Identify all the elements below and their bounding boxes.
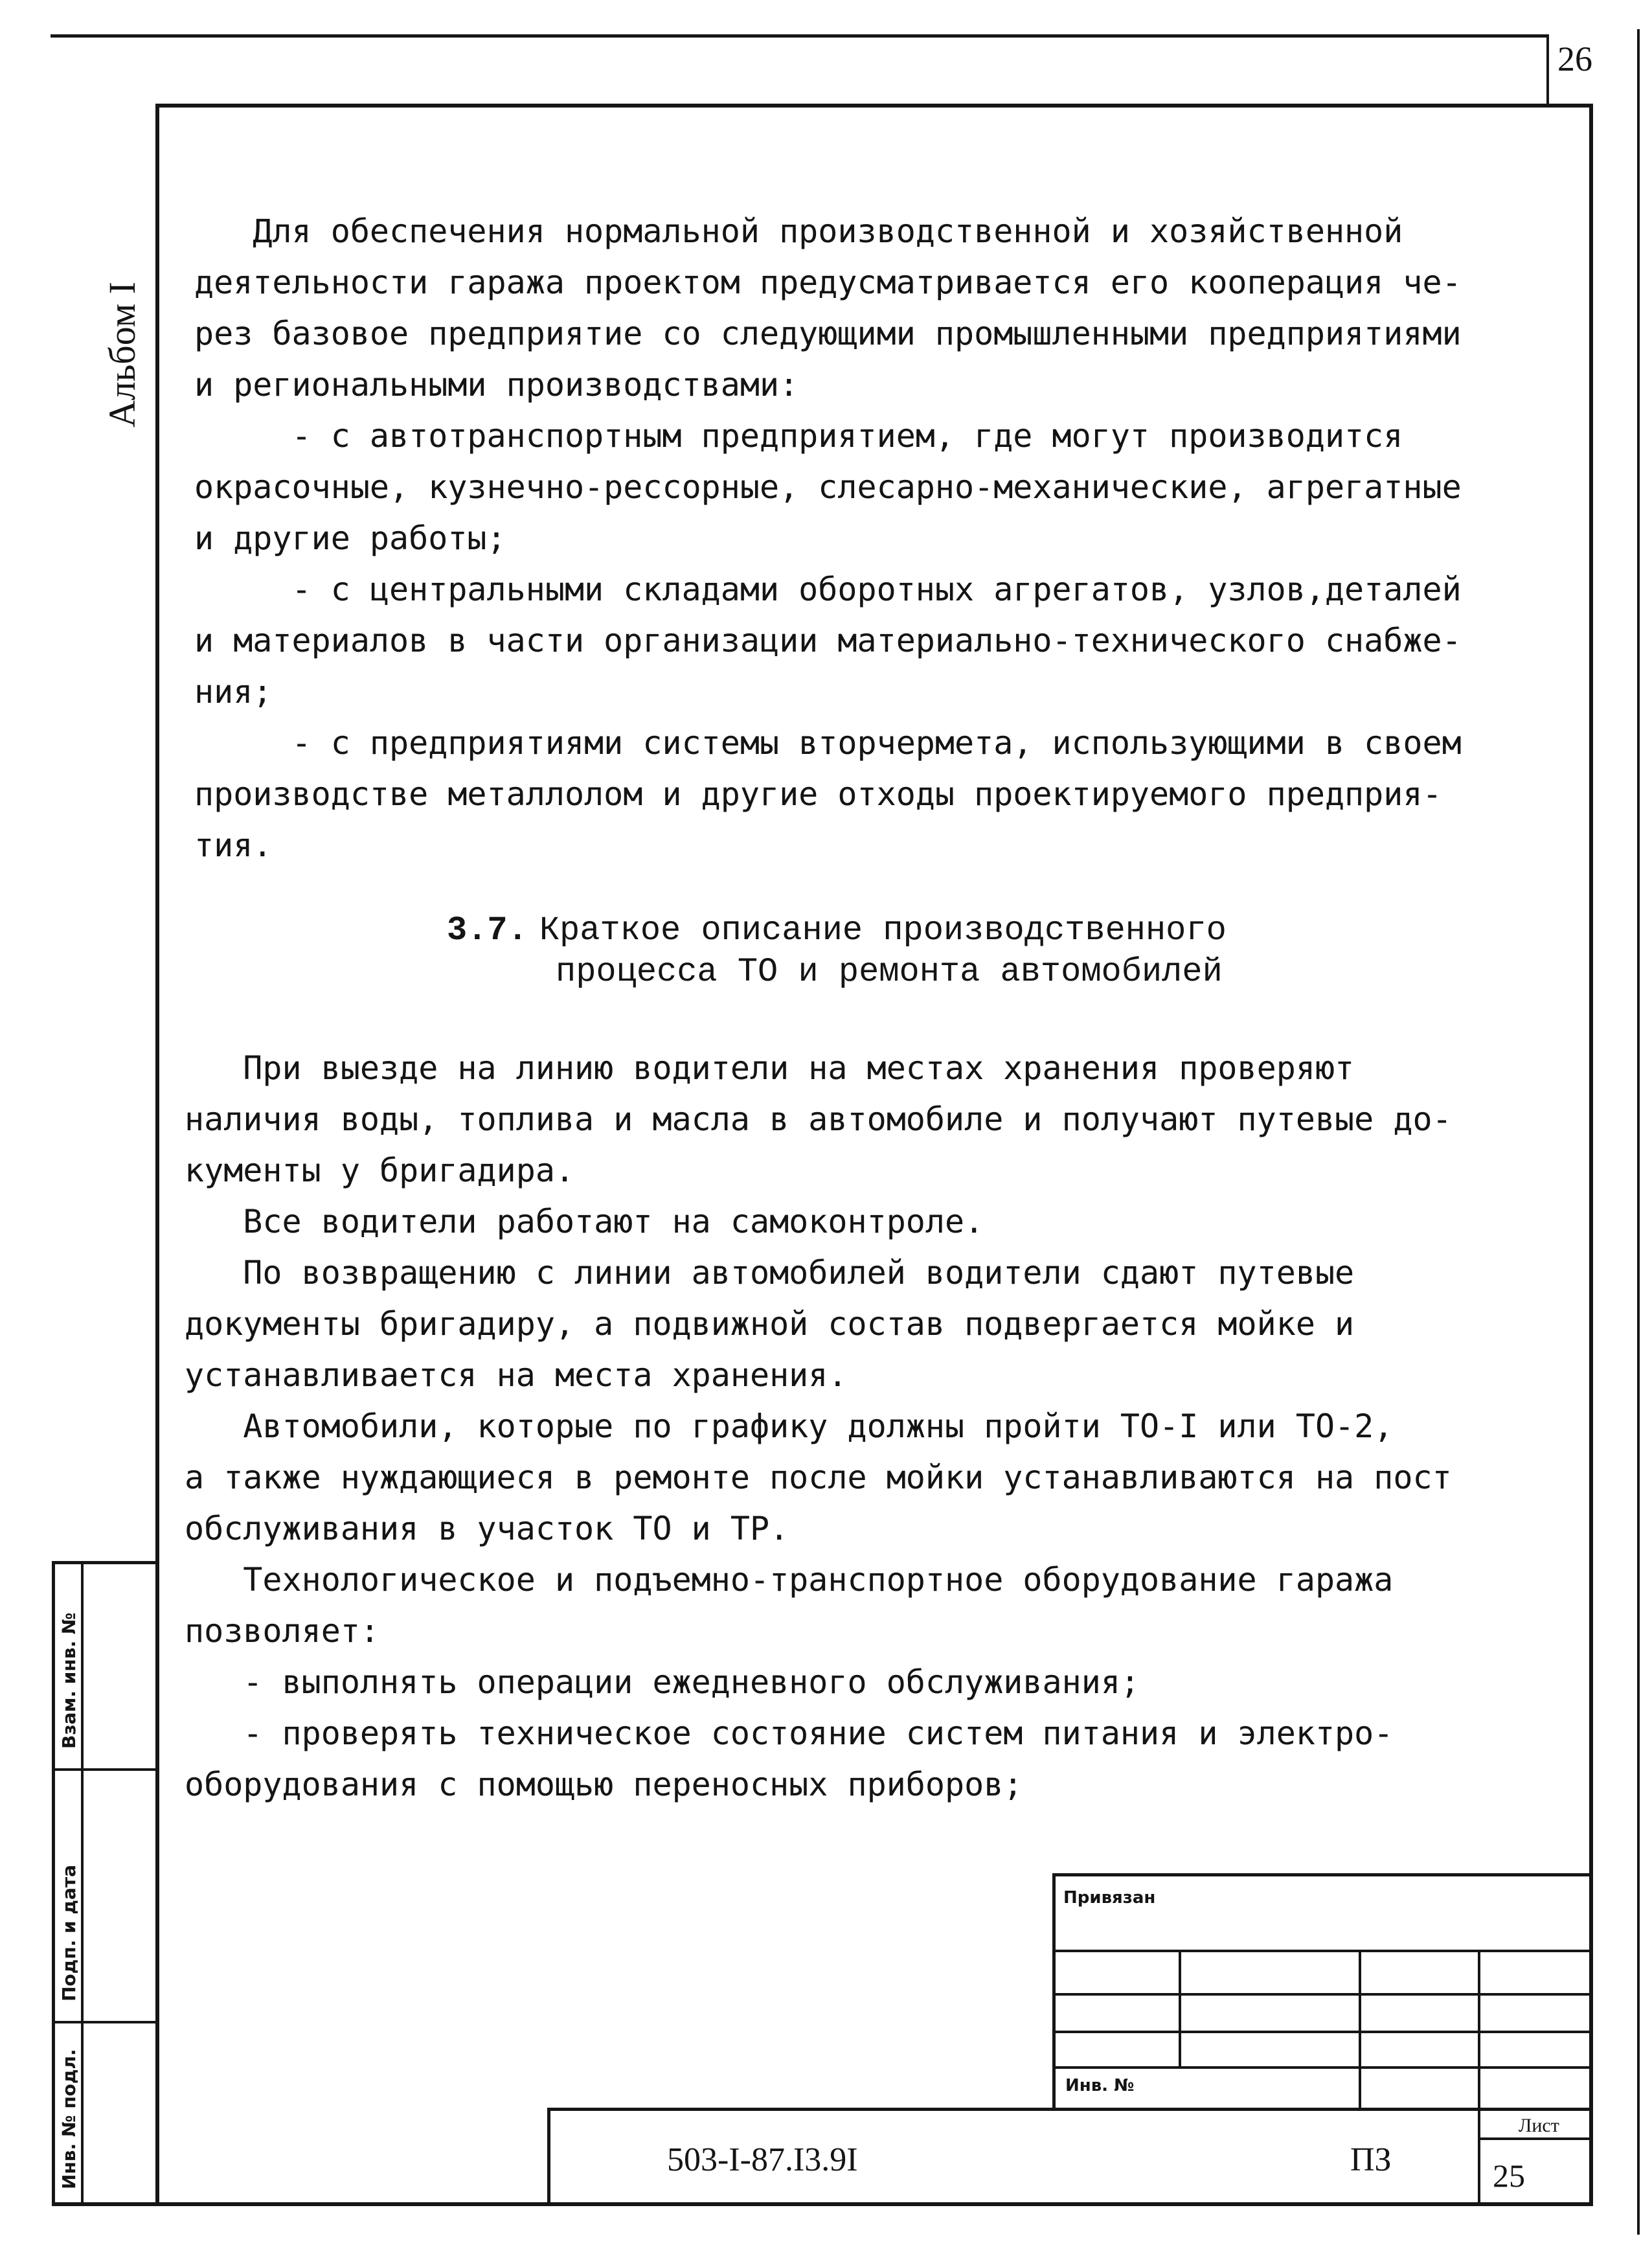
text-line: и другие работы;	[194, 519, 506, 557]
frame-bottom	[52, 2202, 1593, 2206]
text-line: окрасочные, кузнечно-рессорные, слесарно-механические, агрегатные	[194, 468, 1462, 506]
text-line: рез базовое предприятие со следующими промышленными предприятиями	[194, 315, 1462, 352]
paragraph	[185, 1555, 1512, 1657]
paragraph	[194, 564, 1522, 718]
stamp-top	[547, 2108, 1593, 2111]
tb-row-1	[1052, 1950, 1593, 1952]
tb-col-3	[1478, 1950, 1480, 2110]
stamp-sheet-label-rule	[1478, 2137, 1593, 2140]
side-stamp-inner-line	[81, 1561, 84, 2205]
sheet-number: 25	[1493, 2158, 1525, 2194]
page-number-box-right	[1637, 29, 1640, 2235]
paragraph	[185, 1248, 1512, 1401]
text-line: Все водители работают на самоконтроле.	[185, 1203, 984, 1240]
tb-top	[1052, 1873, 1593, 1876]
text-line: и региональными производствами:	[194, 366, 799, 404]
body-bottom	[185, 1043, 1512, 1810]
paragraph	[185, 1657, 1512, 1708]
text-line: производстве металлолом и другие отходы проектируемого предприя-	[194, 775, 1442, 813]
side-stamp-podp: Подп. и дата	[58, 1864, 80, 2001]
sheet-label: Лист	[1519, 2115, 1559, 2136]
side-stamp-top	[52, 1561, 159, 1564]
paragraph	[185, 1708, 1512, 1810]
text-line: Автомобили, которые по графику должны пройти ТО-I или ТО-2,	[185, 1407, 1394, 1445]
tb-col-2	[1359, 1950, 1361, 2110]
text-line: и материалов в части организации материально-технического снабже-	[194, 622, 1462, 659]
page-number: 26	[1557, 40, 1592, 78]
section-title-line-1	[447, 910, 1227, 951]
album-label: Альбом I	[101, 281, 143, 427]
side-stamp-vzam: Взам. инв. №	[58, 1612, 80, 1749]
paragraph	[185, 1043, 1512, 1196]
frame-right	[1589, 104, 1593, 2205]
tb-row-2	[1052, 1993, 1593, 1996]
doc-type: ПЗ	[1350, 2141, 1392, 2178]
side-stamp-divider-1	[52, 1768, 159, 1771]
text-line: тия.	[194, 826, 273, 864]
tb-privyazan: Привязан	[1063, 1888, 1156, 1908]
section-heading	[447, 910, 1227, 993]
side-stamp-outer-left	[52, 1561, 55, 2205]
text-line: устанавливается на места хранения.	[185, 1356, 848, 1394]
section-title-line-2: процесса ТО и ремонта автомобилей	[556, 953, 1223, 991]
text-line: Для обеспечения нормальной производственной и хозяйственной	[194, 212, 1403, 250]
text-line: наличия воды, топлива и масла в автомобиле и получают путевые до-	[185, 1100, 1452, 1138]
text-line: ния;	[194, 673, 273, 711]
text-line: - выполнять операции ежедневного обслуживания;	[185, 1663, 1140, 1701]
section-title-text-1: Краткое описание производственного	[539, 911, 1227, 950]
text-line: При выезде на линию водители на местах хранения проверяют	[185, 1049, 1355, 1087]
side-stamp-divider-2	[52, 2021, 159, 2023]
body-top	[194, 206, 1522, 871]
text-line: деятельности гаража проектом предусматривается его кооперация че-	[194, 264, 1462, 301]
stamp-sheet-divider	[1478, 2108, 1480, 2205]
frame-left	[155, 104, 159, 2205]
stamp-left	[547, 2108, 550, 2205]
frame-top	[159, 104, 1593, 108]
text-line: - с центральными складами оборотных агрегатов, узлов,деталей	[194, 571, 1462, 608]
paragraph	[194, 411, 1522, 564]
text-line: обслуживания в участок ТО и ТР.	[185, 1510, 789, 1547]
text-line: позволяет:	[185, 1612, 380, 1650]
side-stamp-inv: Инв. № подл.	[58, 2049, 80, 2189]
tb-row-3	[1052, 2031, 1593, 2033]
text-line: - проверять техническое состояние систем питания и электро-	[185, 1715, 1394, 1752]
text-line: - с предприятиями системы вторчермета, использующими в своем	[194, 724, 1462, 762]
top-rule	[51, 34, 1546, 38]
doc-code: 503-I-87.I3.9I	[667, 2141, 858, 2178]
text-line: кументы у бригадира.	[185, 1152, 575, 1189]
text-line: оборудования с помощью переносных приборов;	[185, 1766, 1023, 1803]
tb-col-1	[1179, 1950, 1181, 2068]
paragraph	[194, 718, 1522, 871]
page-number-box-left	[1546, 34, 1549, 106]
text-line: Технологическое и подъемно-транспортное оборудование гаража	[185, 1561, 1394, 1599]
text-line: документы бригадиру, а подвижной состав подвергается мойке и	[185, 1305, 1355, 1343]
tb-left	[1052, 1873, 1056, 2110]
tb-inv-no: Инв. №	[1065, 2076, 1135, 2095]
section-number: 3.7.	[447, 911, 528, 950]
text-line: - с автотранспортным предприятием, где могут производится	[194, 417, 1403, 455]
text-line: По возвращению с линии автомобилей водители сдают путевые	[185, 1254, 1355, 1292]
paragraph	[194, 206, 1522, 411]
tb-row-4	[1052, 2066, 1593, 2069]
paragraph	[185, 1196, 1512, 1248]
paragraph	[185, 1401, 1512, 1555]
text-line: а также нуждающиеся в ремонте после мойки устанавливаются на пост	[185, 1459, 1452, 1496]
